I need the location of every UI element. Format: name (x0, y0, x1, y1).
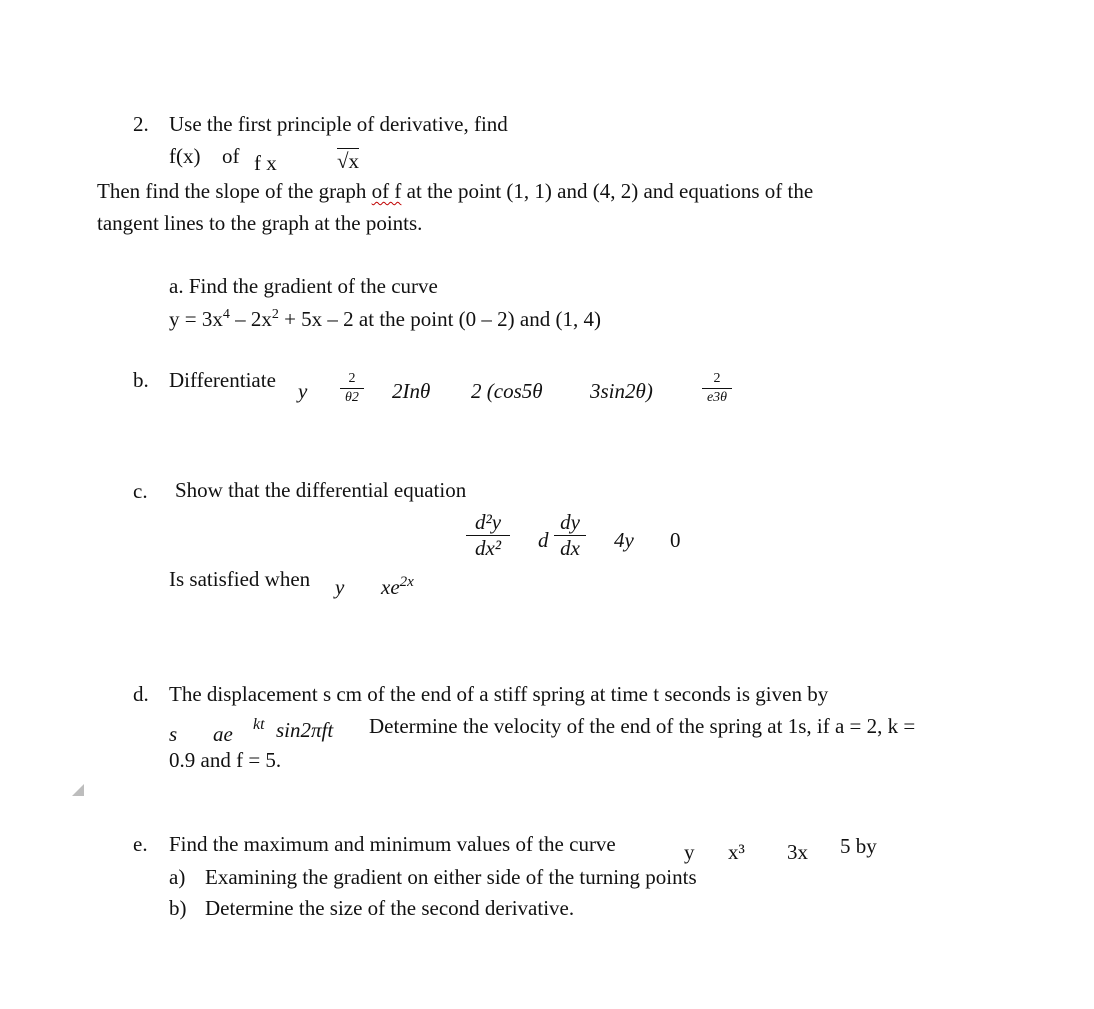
part-d-kt: kt (253, 716, 265, 733)
function-f-x: f x (254, 151, 277, 175)
part-e-3x: 3x (787, 840, 808, 864)
part-c-text: Show that the differential equation (175, 478, 467, 502)
part-a-line1: a. Find the gradient of the curve (169, 274, 438, 298)
part-b-fraction-1: 2 θ2 (340, 372, 364, 405)
part-e-a-text: Examining the gradient on either side of the turning points (205, 865, 697, 889)
second-derivative-fraction: d²y dx² (466, 512, 510, 559)
part-e-b-text: Determine the size of the second derivative. (205, 896, 575, 920)
part-b-term-cos: 2 (cos5θ (471, 379, 543, 403)
sqrt-x: √x (337, 149, 360, 173)
part-d-s: s (169, 722, 178, 746)
part-c-d: d (538, 528, 549, 552)
part-b-y: y (298, 379, 308, 403)
part-d-ae: ae (213, 722, 233, 746)
part-e-5by: 5 by (840, 834, 877, 858)
question-2-number: 2. (133, 112, 149, 136)
first-derivative-fraction: dy dx (554, 512, 586, 559)
part-b-fraction-2: 2 e3θ (702, 372, 732, 405)
part-e-label: e. (133, 832, 148, 856)
part-e-b-label: b) (169, 896, 187, 920)
margin-triangle-marker (72, 784, 84, 796)
part-d-sin: sin2πft (276, 718, 334, 742)
part-b-text: Differentiate (169, 368, 276, 392)
part-d-line2: Determine the velocity of the end of the spring at 1s, if a = 2, k = (369, 714, 916, 738)
part-c-satisfied: Is satisfied when (169, 567, 311, 591)
part-e-a-label: a) (169, 865, 186, 889)
part-d-line3: 0.9 and f = 5. (169, 748, 282, 772)
question-2-line2: Then find the slope of the graph of f at the point (1, 1) and (4, 2) and equations of the (97, 179, 814, 203)
part-c-xe2x: $xe^{2x}$ (381, 574, 414, 599)
part-e-text: Find the maximum and minimum values of the curve (169, 832, 616, 856)
of-word: of (222, 144, 240, 168)
part-b-term-ln: 2Inθ (392, 379, 431, 403)
part-c-4y: 4y (614, 528, 634, 552)
question-2-line1: Use the first principle of derivative, find (169, 112, 508, 136)
part-e-y: y (684, 840, 695, 864)
part-c-zero: 0 (670, 528, 681, 552)
part-d-label: d. (133, 682, 149, 706)
part-c-label: c. (133, 479, 148, 503)
question-2-line3: tangent lines to the graph at the points. (97, 211, 423, 235)
part-b-term-sin: 3sin2θ) (590, 379, 653, 403)
part-b-label: b. (133, 368, 149, 392)
part-c-y: y (335, 575, 345, 599)
part-a-line2: $y = 3x^4 - 2x^2 + 5x - 2$ at the point (0 – 2) and (1, 4) (169, 307, 601, 331)
f-prime-label: f(x) (169, 144, 201, 168)
part-e-x3: x³ (728, 840, 745, 864)
part-d-line1: The displacement s cm of the end of a stiff spring at time t seconds is given by (169, 682, 829, 706)
